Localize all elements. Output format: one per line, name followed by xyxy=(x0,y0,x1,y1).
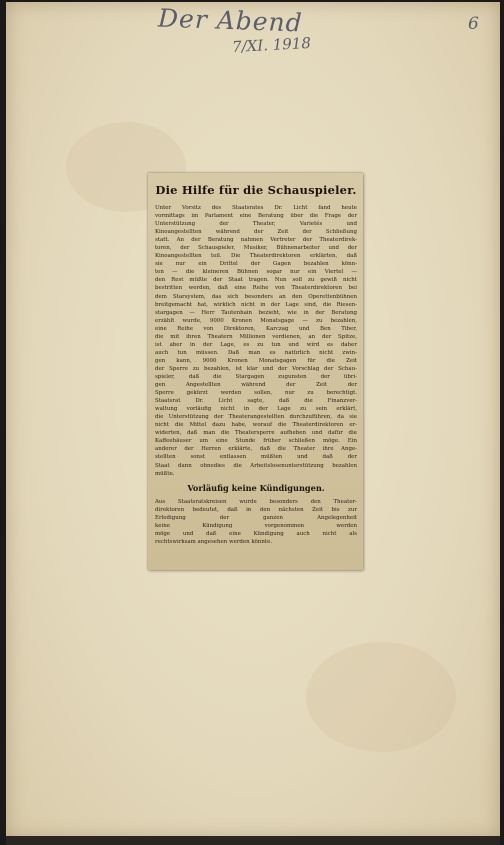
text-line: Sperre gekürzt werden sollen, nur zu berechtigt. xyxy=(155,390,357,397)
text-line: gen Angestellten während der Zeit der xyxy=(155,382,357,389)
text-line: Kaffeehäuser um eine Stunde früher schließen möge. Ein xyxy=(155,438,357,445)
text-line: spieler, daß die Stargagen zugunsten der übri- xyxy=(155,373,357,380)
text-line: Erledigung der ganzen Angelegenheit xyxy=(155,514,357,521)
text-line: dem Starsystem, das sich besonders an den Operettenbühnen xyxy=(155,293,357,300)
text-line: widerten, daß man die Theatersperre aufheben und dafür die xyxy=(155,430,357,437)
clipping-body xyxy=(155,204,357,478)
text-line: waltung vorläufig nicht in der Lage zu sein erklärt, xyxy=(155,406,357,413)
text-line: Staat dann ohnedies die Arbeitslosenunterstützung bezahlen xyxy=(155,462,357,469)
text-line: eine Reihe von Direktoren, Karczag und Ben Tiber, xyxy=(155,325,357,332)
text-line: Kinoangestellten teil. Die Theaterdirektoren erklärten, daß xyxy=(155,253,357,260)
text-line: Staatsrat Dr. Licht sagte, daß die Finanzver- xyxy=(155,398,357,405)
text-line: müßte. xyxy=(155,470,175,477)
text-line: vormittags im Parlament eine Beratung über die Frage der xyxy=(155,213,357,220)
text-line: möge und daß eine Kündigung auch nicht als xyxy=(155,530,357,537)
clipping-closing xyxy=(155,498,357,546)
scan-border xyxy=(6,836,500,845)
clipping-headline: Die Hilfe für die Schauspieler. xyxy=(155,183,357,197)
text-line: die mit ihren Theatern Millionen verdienen, an der Spitze, xyxy=(155,333,357,340)
text-line: direktoren bedeutet, daß in den nächsten Zeit bis zur xyxy=(155,506,357,513)
text-line: sie nur ein Drittel der Gagen bezahlen könn- xyxy=(155,261,357,268)
text-line: den Rest müßte der Staat tragen. Nun soll zu gewiß nicht xyxy=(155,277,357,284)
text-line: stargagen — Herr Tautenhain bezieht, wie in der Beratung xyxy=(155,309,357,316)
text-line: breitgemacht hat, wirklich nicht in der Lage sind, die Riesen- xyxy=(155,301,357,308)
text-line: Aus Staatsratskreisen wurde besonders den Theater- xyxy=(155,498,357,505)
text-line: keine Kündigung vorgenommen werden xyxy=(155,522,357,529)
text-line: der Sperre zu bezahlen, ist klar und der Vorschlag der Schau- xyxy=(155,365,357,372)
text-line: nicht die Mittel dazu habe, worauf die Theaterdirektoren er- xyxy=(155,422,357,429)
text-line: erzählt wurde, 9000 Kronen Monatsgage — zu bezahlen, xyxy=(155,317,357,324)
text-line: statt. An der Beratung nahmen Vertreter der Theaterdirek- xyxy=(155,237,357,244)
text-line: Kinoangestellten während der Zeit der Schließung xyxy=(155,229,357,236)
text-line: ist aber in der Lage, es zu tun und wird es daher xyxy=(155,341,357,348)
text-line: rechtswirksam angesehen werden könnte. xyxy=(155,538,273,545)
text-line: die Unterstützung der Theaterangestellten durchzuführen, da sie xyxy=(155,414,357,421)
newspaper-clipping xyxy=(148,173,363,570)
clipping-subheadline: Vorläufig keine Kündigungen. xyxy=(187,482,325,493)
handwritten-date: 7/XI. 1918 xyxy=(231,33,312,57)
text-line: auch tun müssen. Daß man es natürlich nicht zwin- xyxy=(155,349,357,356)
handwritten-page-number: 6 xyxy=(468,14,479,34)
text-line: gen kann, 9000 Kronen Monatsgagen für die Zeit xyxy=(155,357,357,364)
text-line: Unter Vorsitz des Staatsrates Dr. Licht fand heute xyxy=(155,205,357,211)
text-line: ten — die kleineren Bühnen sogar nur ein Viertel — xyxy=(155,269,357,276)
text-line: Unterstützung der Theater, Varietés und xyxy=(155,221,357,228)
text-line: toren, der Schauspieler, Musiker, Bühnenarbeiter und der xyxy=(155,245,357,252)
text-line: bestritten werden, daß eine Reihe von Theaterdirektoren bei xyxy=(155,285,357,292)
text-line: anderer der Herren erklärte, daß die Theater ihre Ange- xyxy=(155,446,357,453)
text-line: stellten sonst entlassen müßten und daß der xyxy=(155,454,357,461)
paper-stain xyxy=(306,642,456,752)
handwritten-newspaper-name: Der Abend xyxy=(157,3,304,38)
